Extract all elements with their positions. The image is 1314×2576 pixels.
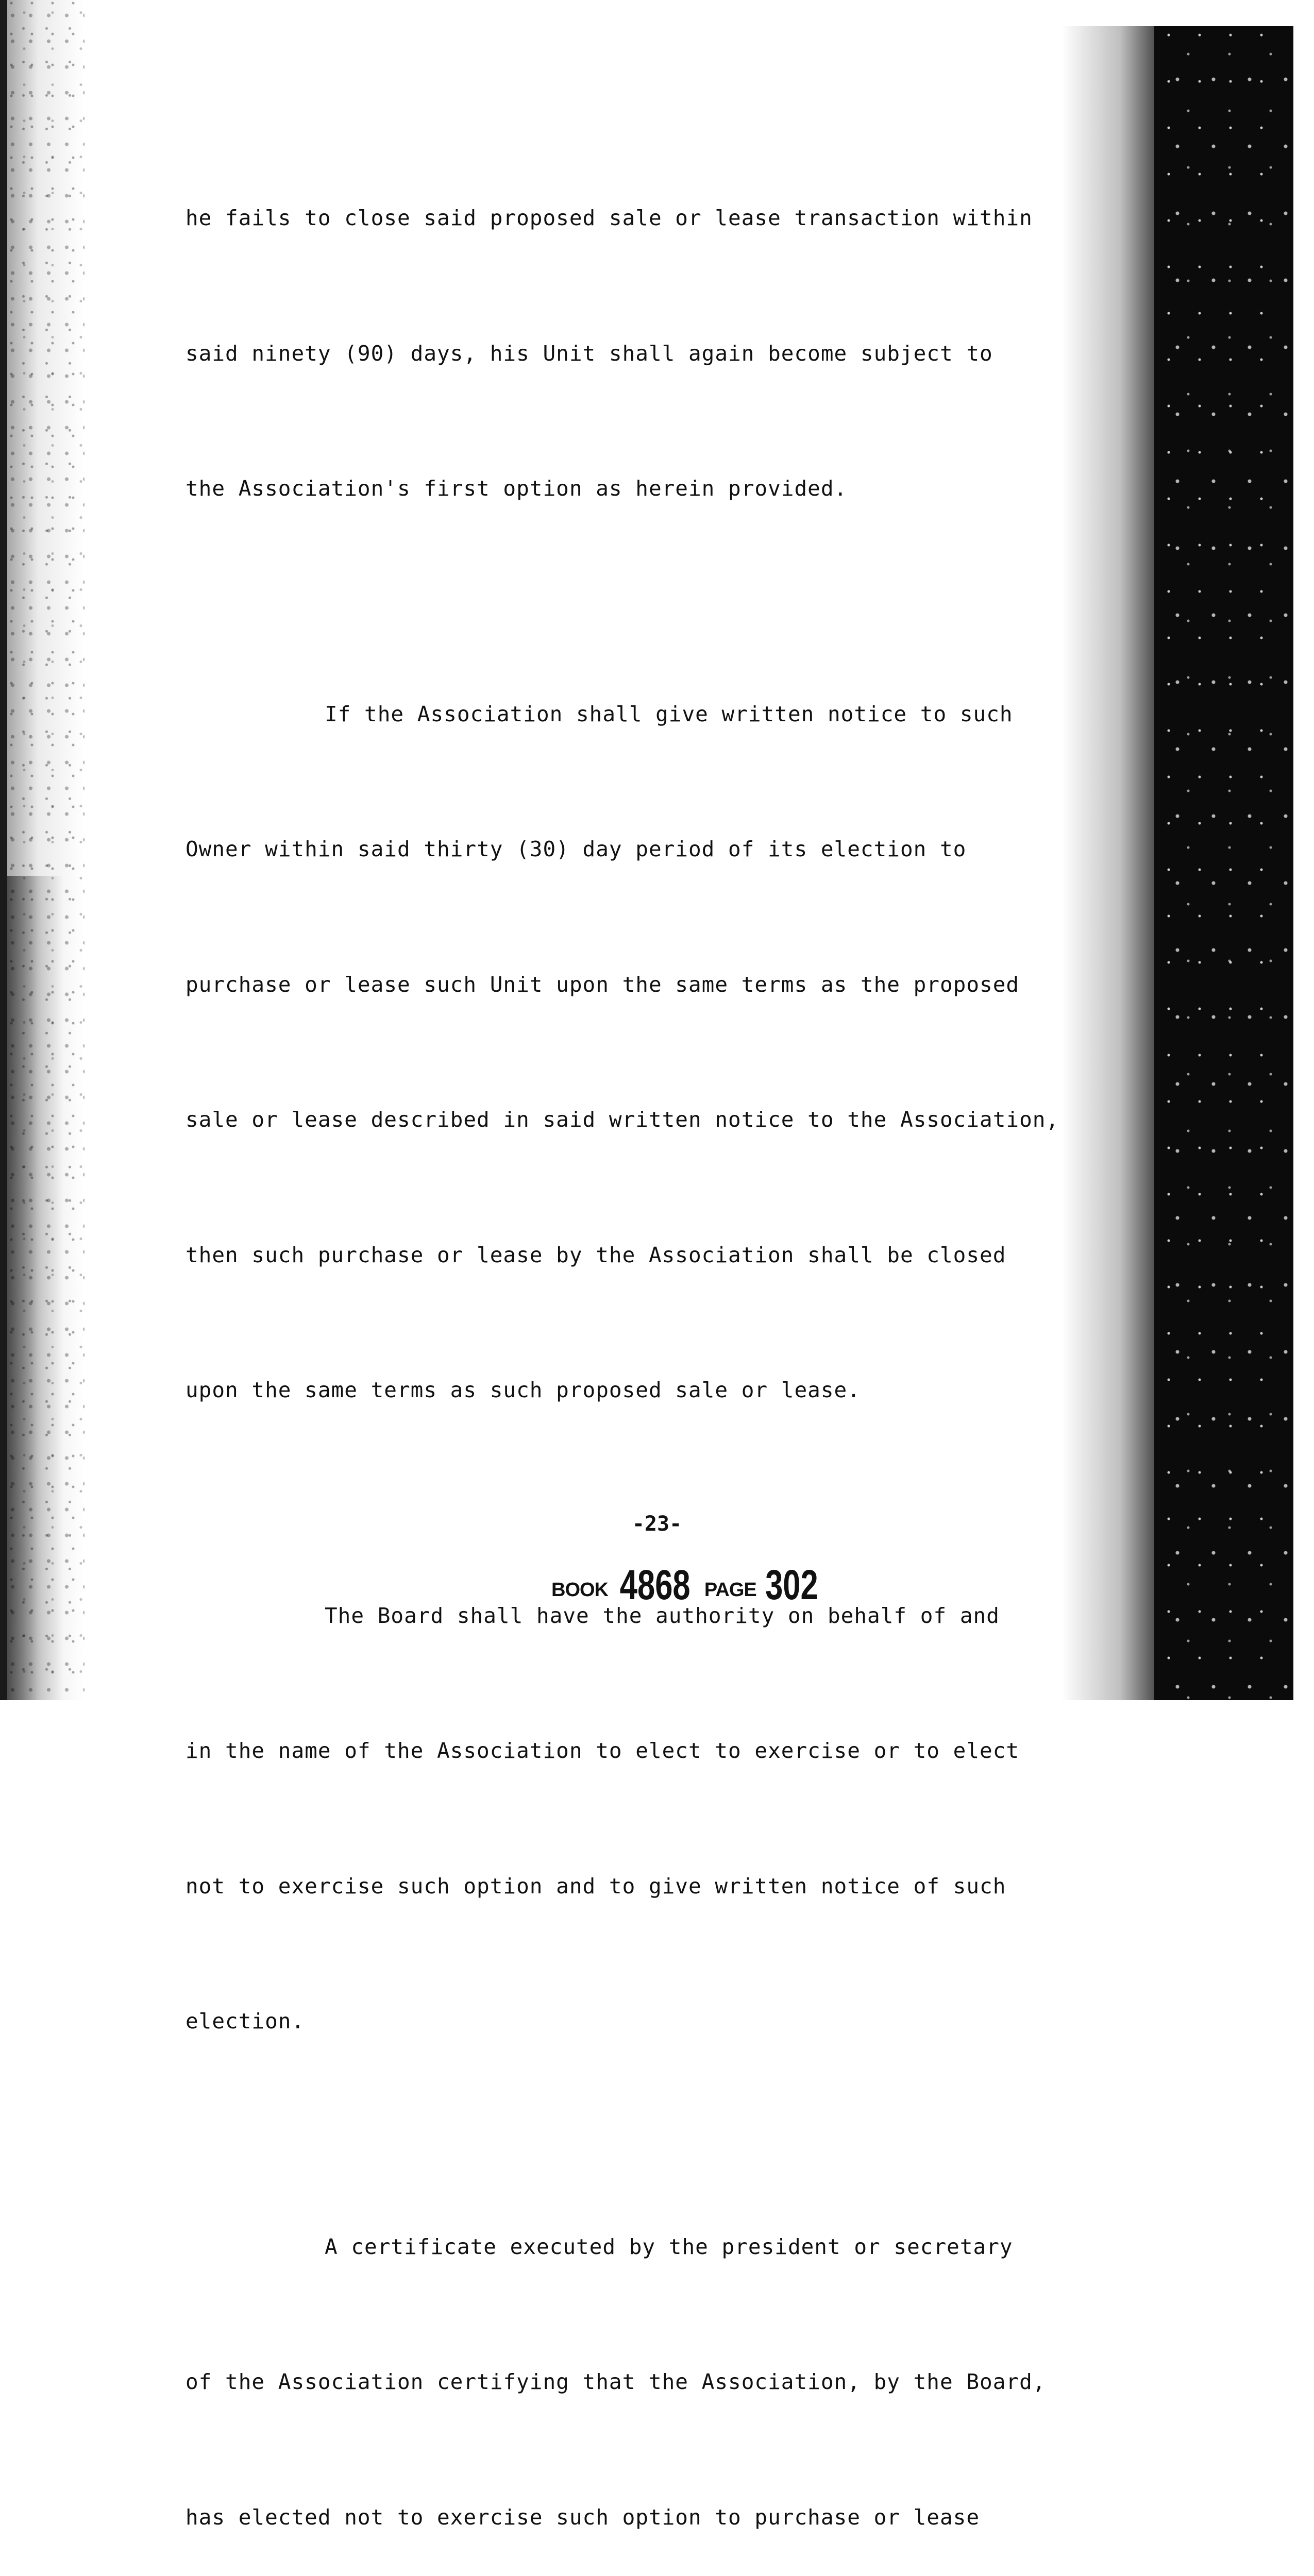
page-label: PAGE: [704, 1579, 756, 1601]
text-line: of the Association certifying that the Association, by the Board,: [186, 2360, 1092, 2405]
text-line: If the Association shall give written notice to such: [186, 692, 1092, 737]
scan-left-edge: [0, 0, 7, 1700]
paragraph-2: [186, 602, 1092, 1503]
paragraph-4: [186, 2134, 1092, 2576]
text-line: Owner within said thirty (30) day period of its election to: [186, 827, 1092, 872]
text-line: he fails to close said proposed sale or lease transaction within: [186, 196, 1092, 241]
scan-right-specks: [1159, 26, 1288, 1700]
text-line: then such purchase or lease by the Association shall be closed: [186, 1233, 1092, 1278]
book-number: 4868: [620, 1561, 690, 1609]
page-value: 302: [765, 1561, 818, 1609]
book-page-stamp: [551, 1561, 827, 1609]
text-line: upon the same terms as such proposed sale or lease.: [186, 1368, 1092, 1413]
text-line: said ninety (90) days, his Unit shall again become subject to: [186, 331, 1092, 377]
text-line: in the name of the Association to elect to exercise or to elect: [186, 1728, 1092, 1774]
text-line: The Board shall have the authority on behalf of and: [186, 1594, 1092, 1639]
scan-left-shadow: [7, 876, 64, 1700]
text-line: purchase or lease such Unit upon the same terms as the proposed: [186, 962, 1092, 1008]
text-line: the Association's first option as herein provided.: [186, 466, 1092, 512]
book-label: BOOK: [551, 1579, 608, 1601]
text-line: A certificate executed by the president or secretary: [186, 2225, 1092, 2270]
text-line: election.: [186, 1999, 1092, 2044]
page-number: -23-: [0, 1512, 1314, 1536]
text-line: has elected not to exercise such option to purchase or lease: [186, 2495, 1092, 2540]
text-line: sale or lease described in said written notice to the Association,: [186, 1097, 1092, 1143]
scan-right-margin: [1293, 0, 1314, 1700]
text-line: not to exercise such option and to give written notice of such: [186, 1864, 1092, 1909]
document-body: [186, 106, 1092, 2576]
paragraph-1: [186, 106, 1092, 602]
